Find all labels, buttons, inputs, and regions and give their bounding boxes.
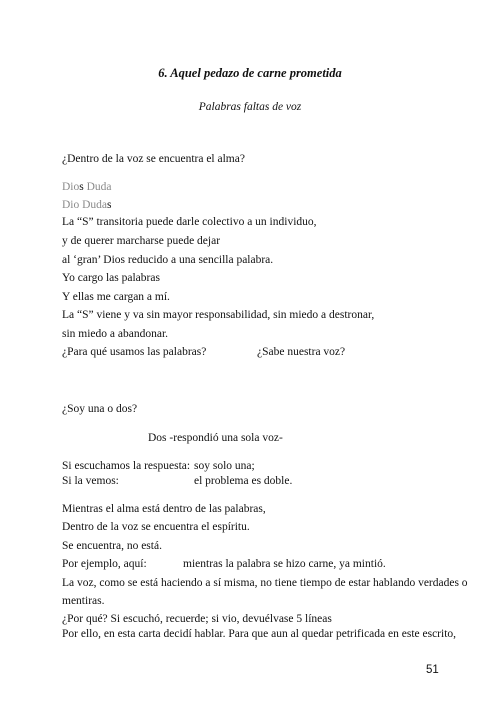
chapter-title: 6. Aquel pedazo de carne prometida [158, 66, 342, 80]
line-dio-dudas [62, 198, 112, 212]
question-alma: ¿Dentro de la voz se encuentra el alma? [62, 153, 245, 165]
body-line: sin miedo a abandonar. [62, 328, 169, 340]
body-line: Yo cargo las palabras [62, 272, 160, 284]
body-line: La “S” transitoria puede darle colectivo a un individuo, [62, 216, 317, 228]
dio-dudas-part-b: s [107, 199, 112, 211]
vemos-left: Si la vemos: [62, 475, 119, 487]
question-voz: ¿Sabe nuestra voz? [257, 346, 346, 358]
section-subtitle: Palabras faltas de voz [198, 101, 302, 113]
body-line: Por ello, en esta carta decidí hablar. Para que aun al quedar petrificada en este escrito, [62, 628, 457, 640]
dios-duda-part-b: s [79, 181, 84, 193]
question-palabras: ¿Para qué usamos las palabras? [62, 346, 207, 358]
dio-dudas-part-a: Dio Duda [62, 199, 108, 211]
body-line: mentiras. [62, 595, 105, 607]
page-number: 51 [426, 664, 439, 676]
ejemplo-left: Por ejemplo, aquí: [62, 558, 147, 570]
body-line: ¿Por qué? Si escuchó, recuerde; si vio, devuélvase 5 líneas [62, 613, 332, 625]
body-line: Dentro de la voz se encuentra el espíritu. [62, 521, 250, 533]
escuchamos-left: Si escuchamos la respuesta: [62, 460, 191, 472]
response-line: Dos -respondió una sola voz- [148, 432, 283, 444]
body-line: La voz, como se está haciendo a sí misma, no tiene tiempo de estar hablando verdades o [62, 577, 468, 589]
vemos-right: el problema es doble. [194, 475, 293, 487]
dios-duda-part-c: Duda [83, 181, 112, 193]
escuchamos-right: soy solo una; [194, 460, 255, 472]
body-line: y de querer marcharse puede dejar [62, 235, 221, 247]
body-line: Se encuentra, no está. [62, 540, 162, 552]
body-line: Mientras el alma está dentro de las palabras, [62, 503, 266, 515]
line-dios-duda [62, 180, 112, 194]
body-line: La “S” viene y va sin mayor responsabilidad, sin miedo a destronar, [62, 309, 375, 321]
dios-duda-part-a: Dio [62, 181, 80, 193]
question-soy: ¿Soy una o dos? [62, 403, 138, 415]
ejemplo-right: mientras la palabra se hizo carne, ya mintió. [183, 558, 386, 570]
body-line: al ‘gran’ Dios reducido a una sencilla palabra. [62, 254, 274, 266]
body-line: Y ellas me cargan a mí. [62, 291, 170, 303]
